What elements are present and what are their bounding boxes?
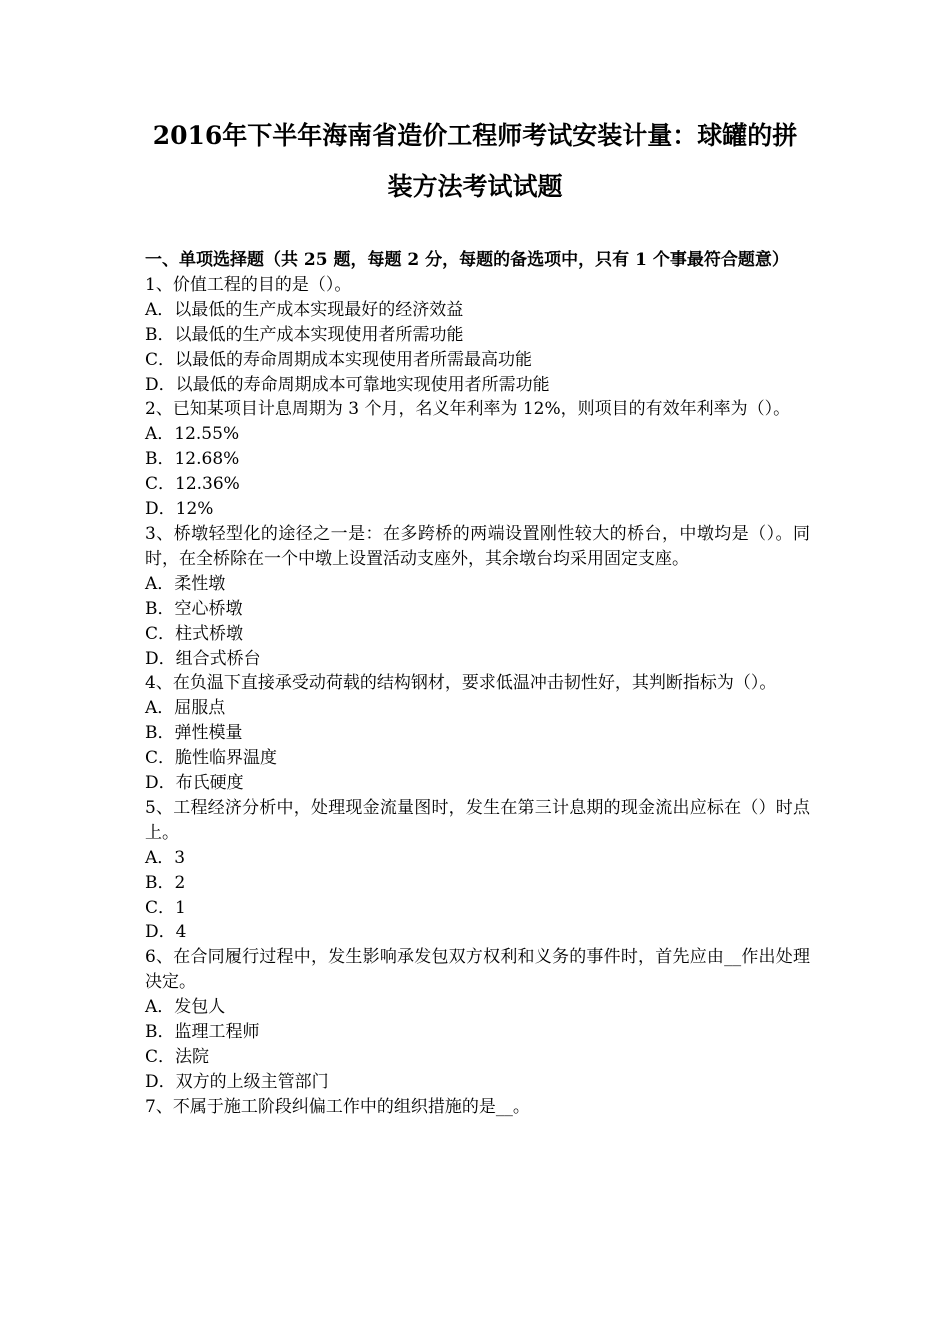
option-c: C．以最低的寿命周期成本实现使用者所需最高功能: [145, 349, 533, 370]
option-b: B．12.68%: [145, 449, 240, 470]
option-d: D．双方的上级主管部门: [145, 1071, 329, 1092]
section-heading: 一、单项选择题（共 25 题，每题 2 分，每题的备选项中，只有 1 个事最符合题意）: [145, 250, 789, 270]
option-d: D．以最低的寿命周期成本可靠地实现使用者所需功能: [145, 374, 550, 395]
option-c: C．脆性临界温度: [145, 748, 278, 769]
option-b: B．监理工程师: [145, 1022, 260, 1043]
option-a: A．柔性墩: [145, 573, 226, 594]
document-body: [145, 248, 810, 1120]
document-title-line-2: 装方法考试试题: [387, 172, 563, 201]
option-d: D．组合式桥台: [145, 648, 261, 669]
question-2: [145, 397, 810, 522]
question-7: [145, 1095, 810, 1120]
option-c: C．法院: [145, 1047, 210, 1067]
option-a: A．12.55%: [145, 424, 240, 445]
question-4: [145, 671, 810, 796]
question-text: 3、桥墩轻型化的途径之一是：在多跨桥的两端设置刚性较大的桥台，中墩均是（）。同时，在全桥除在一个中墩上设置活动支座外，其余墩台均采用固定支座。: [145, 523, 810, 569]
question-6: [145, 945, 810, 1094]
question-text: 6、在合同履行过程中，发生影响承发包双方权利和义务的事件时，首先应由__作出处理决定。: [145, 947, 810, 993]
question-text: 5、工程经济分析中，处理现金流量图时，发生在第三计息期的现金流出应标在（）时点上。: [145, 797, 810, 843]
option-a: A．3: [145, 847, 186, 868]
option-a: A．以最低的生产成本实现最好的经济效益: [145, 299, 464, 320]
option-b: B．空心桥墩: [145, 598, 243, 619]
option-b: B．2: [145, 872, 186, 893]
option-b: B．以最低的生产成本实现使用者所需功能: [145, 324, 464, 345]
option-b: B．弹性模量: [145, 723, 243, 744]
option-c: C．12.36%: [145, 474, 240, 495]
question-3: [145, 522, 810, 671]
option-d: D．12%: [145, 499, 214, 520]
question-text: 1、价值工程的目的是（）。: [145, 274, 352, 295]
option-c: C．1: [145, 897, 186, 918]
question-text: 2、已知某项目计息周期为 3 个月，名义年利率为 12%，则项目的有效年利率为（）。: [145, 399, 791, 420]
option-a: A．屈服点: [145, 698, 226, 719]
option-a: A．发包人: [145, 997, 226, 1018]
question-text: 4、在负温下直接承受动荷载的结构钢材，要求低温冲击韧性好，其判断指标为（）。: [145, 673, 777, 694]
option-d: D．4: [145, 922, 187, 943]
option-d: D．布氏硬度: [145, 773, 244, 794]
document-title-line-1: 2016年下半年海南省造价工程师考试安装计量：球罐的拼: [152, 121, 798, 150]
question-text: 7、不属于施工阶段纠偏工作中的组织措施的是__。: [145, 1096, 530, 1117]
option-c: C．柱式桥墩: [145, 623, 244, 644]
question-1: [145, 273, 810, 398]
question-5: [145, 796, 810, 945]
